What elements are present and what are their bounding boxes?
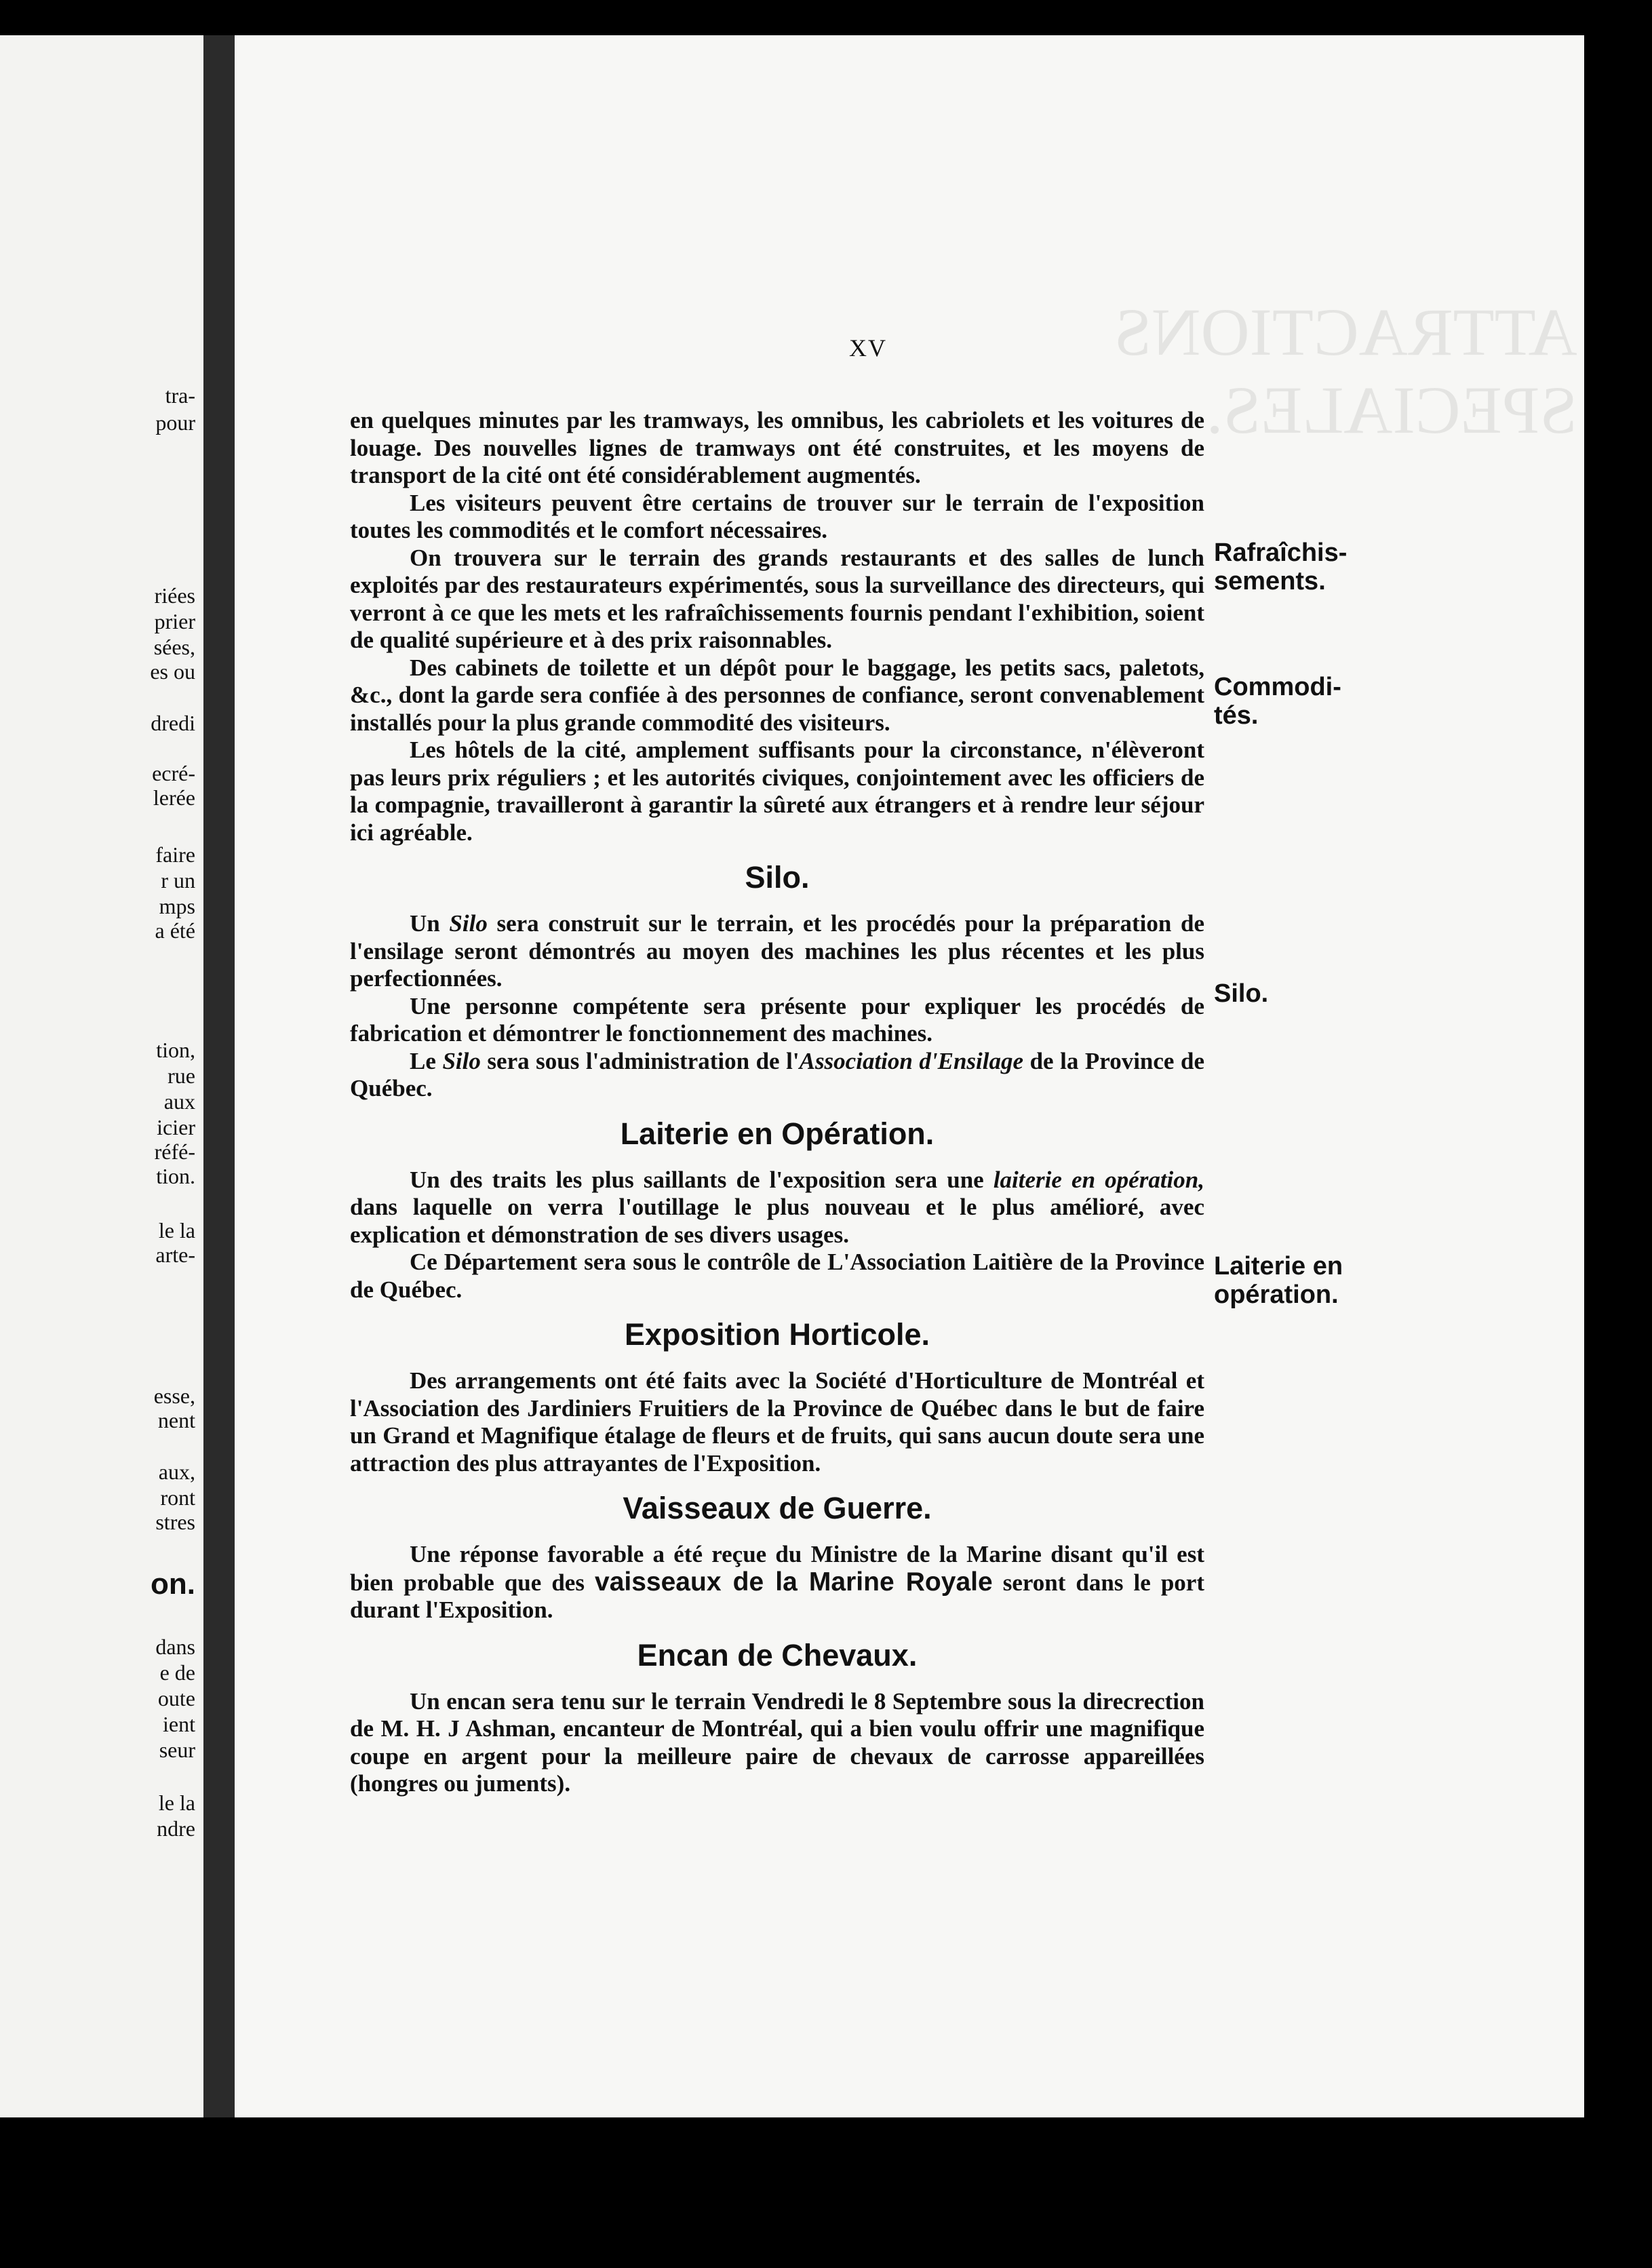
left-page-line: ront <box>160 1485 195 1510</box>
left-page-line: pour <box>155 410 195 435</box>
left-page-line: arte- <box>155 1243 195 1267</box>
paragraph-restaurants: On trouvera sur le terrain des grands restaurants et des salles de lunch exploités par des restaurateurs expérimentés, sous la surveillance des directeurs, qui verront à ce que les mets et les rafraîchissements fournis pendant l'exhibition, soient de qualité supérieure et à des prix raisonnables. <box>350 544 1204 653</box>
left-page-line: oute <box>157 1686 195 1710</box>
margin-note-laiterie: Laiterie en opération. <box>1214 1252 1343 1309</box>
left-page-line: aux, <box>158 1460 195 1484</box>
margin-note-commodites: Commodi-tés. <box>1214 673 1341 730</box>
left-page-line: nent <box>157 1408 195 1432</box>
paragraph-toilette: Des cabinets de toilette et un dépôt pour le baggage, les petits sacs, paletots, &c., dont la garde sera confiée à des personnes de confiance, seront convenablement installés pour la plus grande commodité des visiteurs. <box>350 654 1204 736</box>
paragraph-laiterie-1: Un des traits les plus saillants de l'exposition sera une laiterie en opération, dans laquelle on verra l'outillage le plus nouveau et le plus amélioré, avec explication et démonstration de ses divers usages. <box>350 1166 1204 1248</box>
left-page-line: tion, <box>156 1038 195 1062</box>
show-through-text: ATTRACTIONS SPECIALES. <box>1114 294 1577 448</box>
left-page-line: prier <box>154 609 195 633</box>
heading-horticole: Exposition Horticole. <box>624 1317 930 1352</box>
paragraph-transport: en quelques minutes par les tramways, les omnibus, les cabriolets et les voitures de louage. Des nouvelles lignes de tramways ont été construites, et les moyens de transport de la cité ont été considérablement augmentés. <box>350 407 1204 488</box>
left-page-line: seur <box>159 1738 195 1762</box>
left-page-line: aux <box>163 1089 195 1114</box>
left-page-line: le la <box>158 1791 195 1815</box>
left-page-line: es ou <box>150 659 195 684</box>
paragraph-laiterie-2: Ce Département sera sous le contrôle de L'Association Laitière de la Province de Québec. <box>350 1249 1204 1303</box>
left-page-line: faire <box>155 842 195 867</box>
paragraph-silo-1: Un Silo sera construit sur le terrain, et les procédés pour la préparation de l'ensilage seront démontrés au moyen des machines les plus récentes et les plus perfectionnées. <box>350 910 1204 992</box>
left-page-line: tion. <box>156 1164 195 1188</box>
paragraph-commodites: Les visiteurs peuvent être certains de trouver sur le terrain de l'exposition toutes les commodités et le comfort nécessaires. <box>350 489 1204 543</box>
left-page-line: r un <box>161 868 195 893</box>
paragraph-silo-2: Une personne compétente sera présente pour expliquer les procédés de fabrication et démontrer le fonctionnement des machines. <box>350 992 1204 1047</box>
paragraph-silo-3: Le Silo sera sous l'administration de l'Association d'Ensilage de la Province de Québec. <box>350 1047 1205 1101</box>
heading-encan: Encan de Chevaux. <box>637 1637 918 1673</box>
left-page-line: le la <box>158 1218 195 1243</box>
left-page-line: e de <box>159 1660 195 1685</box>
paragraph-encan: Un encan sera tenu sur le terrain Vendredi le 8 Septembre sous la direcrection de M. H. J Ashman, encanteur de Montréal, qui a bien voulu offrir une magnifique coupe en argent pour la meilleure paire de chevaux de carrosse appareillées (hongres ou juments). <box>350 1687 1204 1797</box>
left-page-line: réfé- <box>154 1139 195 1164</box>
left-page-line: ient <box>163 1712 195 1736</box>
heading-laiterie: Laiterie en Opération. <box>620 1116 935 1151</box>
left-page-line: esse, <box>153 1384 195 1408</box>
left-page-line: rue <box>168 1063 195 1088</box>
book-gutter <box>203 35 235 2117</box>
left-page-line: icier <box>157 1115 195 1139</box>
left-page-line: lerée <box>153 785 195 810</box>
left-page-line: ndre <box>157 1816 195 1841</box>
paragraph-hotels: Les hôtels de la cité, amplement suffisants pour la circonstance, n'élèveront pas leurs prix réguliers ; et les autorités civiques, conjointement avec les officiers de la compagnie, travailleront à garantir la sûreté aux étrangers et à rendre leur séjour ici agréable. <box>350 737 1204 846</box>
left-page-line: dans <box>155 1635 195 1659</box>
heading-vaisseaux: Vaisseaux de Guerre. <box>623 1491 932 1525</box>
margin-note-rafraichissements: Rafraîchis-sements. <box>1214 539 1348 595</box>
page-number: XV <box>849 334 887 361</box>
paragraph-horticole: Des arrangements ont été faits avec la Société d'Horticulture de Montréal et l'Association des Jardiniers Fruitiers de la Province de Québec dans le but de faire un Grand et Magnifique étalage de fleurs et de fruits, qui sans aucun doute sera une attraction des plus attrayantes de l'Exposition. <box>350 1367 1204 1477</box>
page-body <box>350 407 1204 1798</box>
left-page-line: a été <box>155 918 195 943</box>
left-page-line: ecré- <box>152 761 195 785</box>
heading-silo: Silo. <box>745 860 810 895</box>
left-page-line: tra- <box>165 383 195 408</box>
left-page-line: stres <box>155 1510 195 1534</box>
left-page-line: dredi <box>151 711 195 735</box>
left-page-edge <box>0 35 203 2117</box>
left-page-line: riées <box>154 583 195 608</box>
left-page-line: mps <box>159 894 195 918</box>
document-page <box>235 35 1584 2117</box>
left-page-line: on. <box>151 1567 195 1601</box>
margin-note-silo: Silo. <box>1214 979 1269 1008</box>
paragraph-vaisseaux: Une réponse favorable a été reçue du Ministre de la Marine disant qu'il est bien probable que des vaisseaux de la Marine Royale seront dans le port durant l'Exposition. <box>350 1541 1204 1623</box>
left-page-line: sées, <box>153 635 195 659</box>
